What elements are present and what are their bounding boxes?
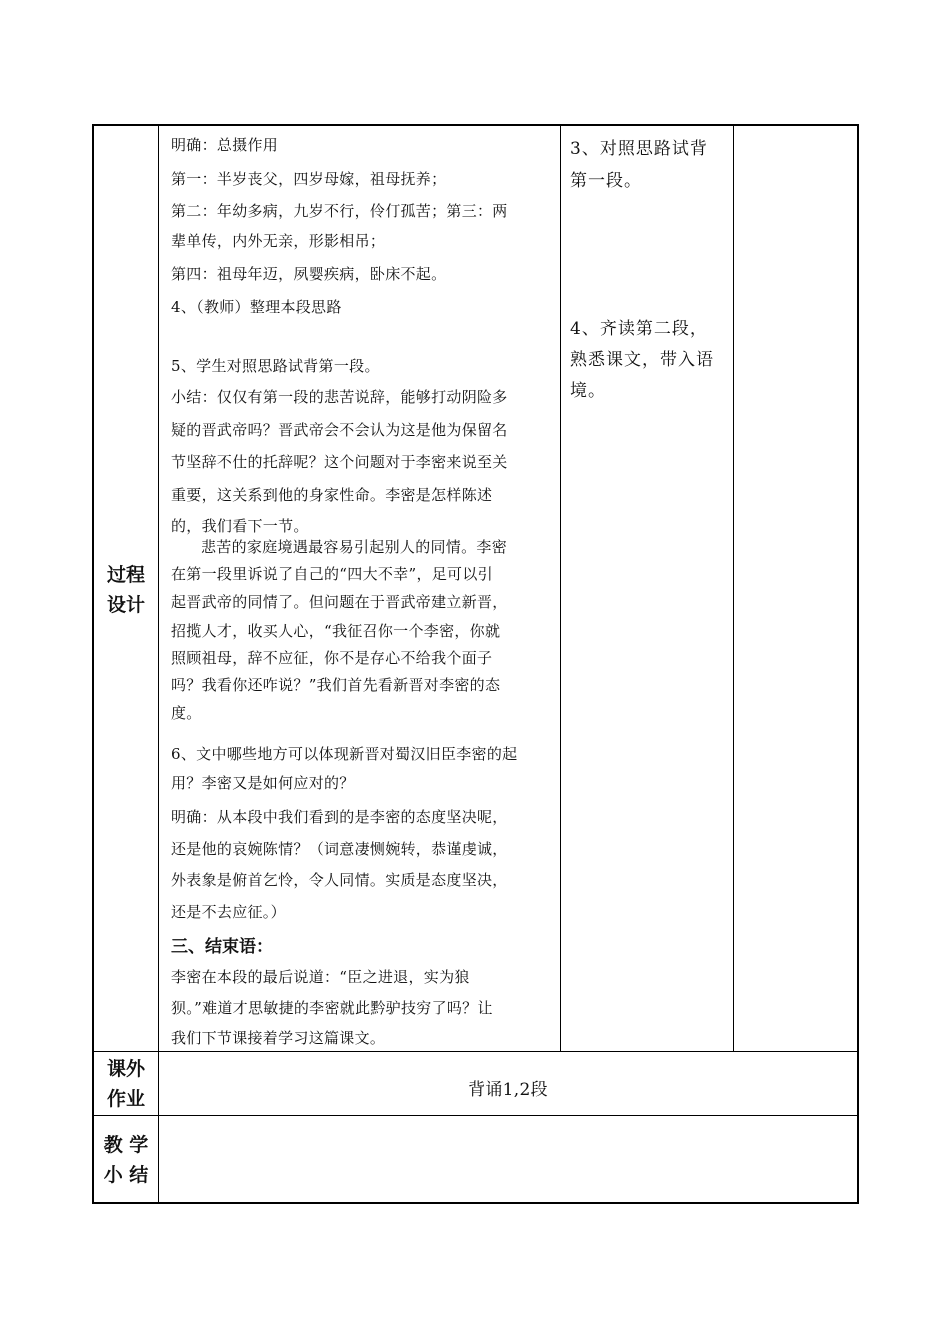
text-line: 疑的晋武帝吗？晋武帝会不会认为这是他为保留名 [171, 421, 508, 439]
text-line: 明确：从本段中我们看到的是李密的态度坚决呢， [171, 808, 508, 826]
row-label-line: 过程 [106, 564, 145, 586]
row-divider-homework [92, 1051, 859, 1052]
student-text-line: 4、齐读第二段， [570, 319, 708, 339]
text-line: 小结：仅仅有第一段的悲苦说辞，能够打动阴险多 [171, 388, 508, 406]
text-line: 狈。”难道才思敏捷的李密就此黔驴技穷了吗？让 [171, 999, 493, 1017]
text-line: 在第一段里诉说了自己的“四大不幸”，足可以引 [171, 565, 493, 583]
row-label-line: 教 学 [103, 1134, 149, 1156]
text-line: 吗？我看你还咋说？”我们首先看新晋对李密的态 [171, 676, 501, 694]
text-line: 外表象是俯首乞怜，令人同情。实质是态度坚决， [171, 871, 508, 889]
teaching-summary-content [159, 1116, 857, 1202]
text-line: 李密在本段的最后说道：“臣之进退，实为狼 [171, 968, 470, 986]
closing-remarks-heading: 三、结束语： [171, 937, 273, 957]
row-label-process-design [94, 560, 158, 620]
text-line: 用？李密又是如何应对的？ [171, 774, 355, 792]
text-line: 6、文中哪些地方可以体现新晋对蜀汉旧臣李密的起 [171, 745, 518, 763]
student-text-line: 3、对照思路试背 [570, 139, 708, 159]
text-line: 招揽人才，收买人心，“我征召你一个李密，你就 [171, 622, 501, 640]
notes-cell [734, 126, 857, 1051]
text-line: 明确：总摄作用 [171, 136, 279, 154]
row-label-line: 小 结 [103, 1164, 149, 1186]
row-label-homework [94, 1054, 158, 1114]
text-line: 悲苦的家庭境遇最容易引起别人的同情。李密 [201, 538, 508, 556]
text-line: 辈单传，内外无亲，形影相吊； [171, 232, 386, 250]
main-column-divider [560, 124, 561, 1052]
text-line: 第四：祖母年迈，夙婴疾病，卧床不起。 [171, 265, 447, 283]
text-line: 的，我们看下一节。 [171, 517, 309, 535]
row-label-line: 课外 [106, 1058, 145, 1080]
text-line: 照顾祖母，辞不应征，你不是存心不给我个面子 [171, 649, 493, 667]
table-border-bottom [92, 1202, 859, 1204]
text-line: 我们下节课接着学习这篇课文。 [171, 1029, 386, 1047]
text-line: 第一：半岁丧父，四岁母嫁，祖母抚养； [171, 170, 447, 188]
row-label-line: 设计 [106, 594, 145, 616]
student-text-line: 第一段。 [570, 171, 642, 191]
text-line: 度。 [171, 704, 202, 722]
table-border-right [857, 124, 859, 1204]
text-line: 第二：年幼多病，九岁不行，伶仃孤苦；第三：两 [171, 202, 508, 220]
text-line: 4、（教师）整理本段思路 [171, 298, 342, 316]
text-line: 还是他的哀婉陈情？（词意凄恻婉转，恭谨虔诚， [171, 840, 508, 858]
homework-content: 背诵1,2段 [468, 1080, 548, 1100]
row-label-teaching-summary [94, 1130, 158, 1190]
text-line: 5、学生对照思路试背第一段。 [171, 357, 380, 375]
row-label-line: 作业 [106, 1088, 145, 1110]
text-line: 节坚辞不仕的托辞呢？这个问题对于李密来说至关 [171, 453, 508, 471]
text-line: 起晋武帝的同情了。但问题在于晋武帝建立新晋， [171, 593, 508, 611]
label-column-divider [158, 124, 159, 1204]
student-text-line: 熟悉课文，带入语 [570, 350, 714, 370]
table-border-left [92, 124, 94, 1204]
text-line: 还是不去应征。） [171, 903, 286, 921]
text-line: 重要，这关系到他的身家性命。李密是怎样陈述 [171, 486, 493, 504]
student-text-line: 境。 [570, 381, 606, 401]
